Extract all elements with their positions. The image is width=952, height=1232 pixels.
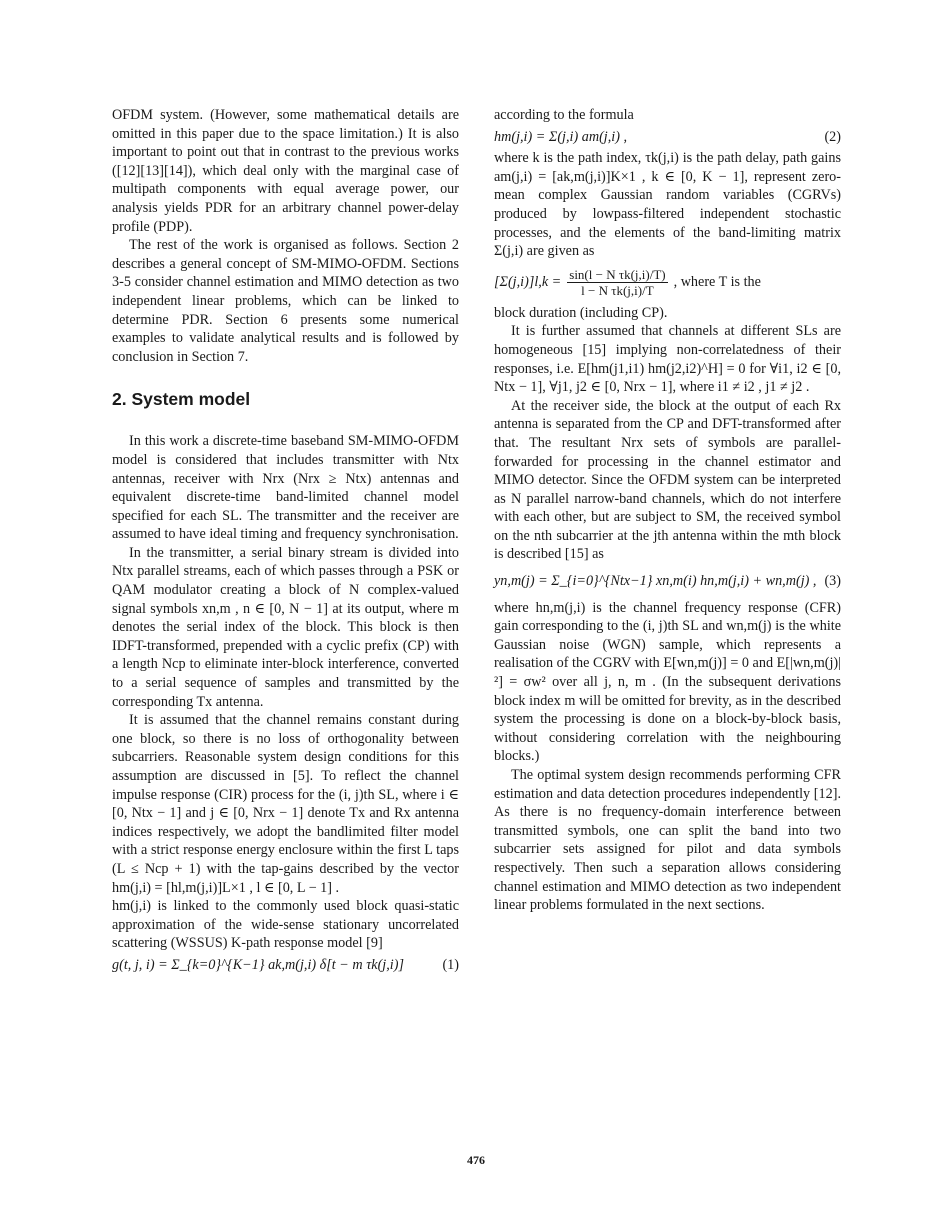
paragraph-transmitter: In the transmitter, a serial binary stream is divided into Ntx parallel streams, each of which passes through a PSK or QAM modulator creating a block of N complex-valued signal symbols xn,m , n ∈ [0, N − 1] at its output, where m denotes the serial index of the block. This block is then IDFT-transformed, prepended with a cyclic prefix (CP) with a length Ncp to eliminate inter-block interference, converted to a serial sequence of samples and transmitted by the corresponding Tx antenna. <box>112 544 459 710</box>
paragraph-optimal: The optimal system design recommends performing CFR estimation and data detection procedures independently [12]. As there is no frequency-domain interference between transmitted symbols, one can split the band into two subcarrier sets assigned for pilot and data symbols respectively. Then such a separation allows considering channel estimation and MIMO detection as two independent linear problems formulated in the next sections. <box>494 767 841 914</box>
paragraph-formula-intro: according to the formula <box>494 107 634 123</box>
paragraph-channel: It is assumed that the channel remains constant during one block, so there is no loss of orthogonality between subcarriers. Reasonable system design conditions for this assumption are discussed in [5]. To reflect the channel impulse response (CIR) process for the (i, j)th SL, where i ∈ [0, Ntx − 1] and j ∈ [0, Nrx − 1] denote Tx and Rx antenna indices respectively, we adopt the bandlimited filter model with a strict response energy enclosure within the first L taps (L ≤ Ncp + 1) with the tap-gains described by the vector hm(j,i) = [hl,m(j,i)]L×1 , l ∈ [0, L − 1] . <box>112 712 459 896</box>
equation-1-number: (1) <box>442 956 459 973</box>
left-column <box>112 106 459 978</box>
right-column <box>494 106 841 915</box>
paragraph-cfr: where hn,m(j,i) is the channel frequency response (CFR) gain corresponding to the (i, j)th SL and wn,m(j) is the white Gaussian noise (WGN) sample, which represents a realisation of the CGRV with E[wn,m(j)] = 0 and E[|wn,m(j)|²] = σw² over all j, n, m . (In the subsequent derivations block index m will be omitted for brevity, as in the described system the processing is done on a block-by-block basis, without considering correlation with the neighbouring blocks.) <box>494 599 841 765</box>
sigma-denominator: l − N τk(j,i)/T <box>581 282 654 298</box>
sigma-tail: , where T is the <box>673 273 761 290</box>
equation-2 <box>494 128 841 147</box>
sigma-numerator: sin(l − N τk(j,i)/T) <box>569 266 666 282</box>
sigma-fraction <box>567 267 667 298</box>
paragraph-outline: The rest of the work is organised as follows. Section 2 describes a general concept of SM-MIMO-OFDM. Sections 3-5 consider channel estimation and MIMO detection as two independent linear problems, which can be linked to determine PDR. Section 6 presents some numerical examples to validate analytical results and is followed by conclusion in Section 7. <box>112 237 459 365</box>
equation-1 <box>112 956 459 975</box>
paragraph-block-duration: block duration (including CP). <box>494 304 668 321</box>
paragraph-where-k: where k is the path index, τk(j,i) is the path delay, path gains am(j,i) = [ak,m(j,i)]K×1 , k ∈ [0, K − 1], represent zero-mean complex Gaussian random variables (CGRVs) produced by lowpass-filtered independent stochastic processes, and the elements of the band-limiting matrix Σ(j,i) are given as <box>494 150 841 260</box>
page-number: 476 <box>467 1153 485 1167</box>
equation-1-body: g(t, j, i) = Σ_{k=0}^{K−1} ak,m(j,i) δ[t − m τk(j,i)] <box>112 956 404 973</box>
sigma-definition <box>494 267 841 298</box>
equation-3 <box>494 572 841 591</box>
paragraph-linked: hm(j,i) is linked to the commonly used block quasi-static approximation of the wide-sense stationary uncorrelated scattering (WSSUS) K-path response model [9] <box>112 898 459 952</box>
paragraph-receiver: At the receiver side, the block at the output of each Rx antenna is separated from the CP and DFT-transformed after that. The resultant Nrx sets of symbols are parallel-forwarded for processing in the channel estimator and MIMO detector. Since the OFDM system can be interpreted as N parallel narrow-band channels, which do not interfere with each other, but are subject to SM, the received symbol on the nth subcarrier at the jth antenna within the mth block is described [15] as <box>494 397 841 563</box>
sigma-lhs: [Σ(j,i)]l,k = <box>494 273 562 290</box>
paragraph-intro-end: OFDM system. (However, some mathematical details are omitted in this paper due to the space limitation.) It is also important to point out that in contrast to the previous works ([12][13][14]), which deal only with the marginal case of multipath components with equal average power, our analysis yields PDR for an arbitrary channel power-delay profile (PDP). <box>112 107 459 235</box>
equation-3-body: yn,m(j) = Σ_{i=0}^{Ntx−1} xn,m(i) hn,m(j,i) + wn,m(j) , <box>494 573 817 590</box>
section-heading: 2. System model <box>112 389 251 410</box>
equation-3-number: (3) <box>824 573 841 590</box>
paragraph-homogeneous: It is further assumed that channels at different SLs are homogeneous [15] implying non-correlatedness of their responses, i.e. E[hm(j1,i1) hm(j2,i2)^H] = 0 for ∀i1, i2 ∈ [0, Ntx − 1], ∀j1, j2 ∈ [0, Nrx − 1], where i1 ≠ i2 , j1 ≠ j2 . <box>494 323 841 396</box>
equation-2-body: hm(j,i) = Σ(j,i) am(j,i) , <box>494 128 628 145</box>
equation-2-number: (2) <box>824 128 841 145</box>
paragraph-model: In this work a discrete-time baseband SM-MIMO-OFDM model is considered that includes transmitter with Ntx antennas, receiver with Nrx (Nrx ≥ Ntx) antennas and equivalent discrete-time band-limited channel model specified for each SL. The transmitter and the receiver are assumed to have ideal timing and frequency synchronisation. <box>112 433 459 543</box>
